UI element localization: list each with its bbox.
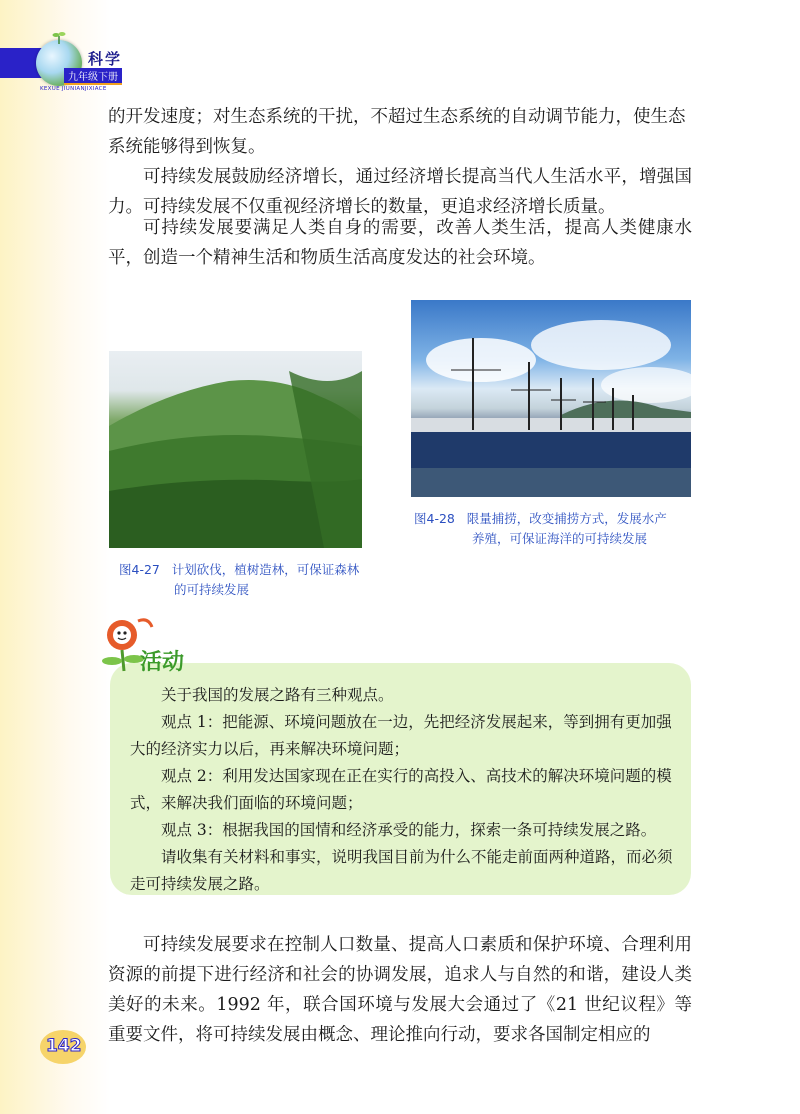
- page-number: 142: [46, 1036, 82, 1056]
- paragraph-4: 可持续发展要求在控制人口数量、提高人口素质和保护环境、合理利用资源的前提下进行经济和社会的协调发展，追求人与自然的和谐，建设人类美好的未来。1992 年，联合国环境与发展大会通过了《21 世纪议程》等重要文件，将可持续发展由概念、理论推向行动，要求各国制定相应的: [108, 935, 692, 1045]
- activity-title: 活动: [140, 650, 185, 675]
- paragraph-1: [108, 102, 692, 162]
- activity-task: 请收集有关材料和事实，说明我国目前为什么不能走前面两种道路，而必须走可持续发展之路。: [130, 848, 673, 893]
- activity-view-1: 观点 1：把能源、环境问题放在一边，先把经济发展起来，等到拥有更加强大的经济实力以后，再来解决环境问题；: [130, 713, 672, 758]
- book-subject: 科学: [88, 50, 123, 68]
- figure-4-27-line-1: 计划砍伐，植树造林，可保证森林: [171, 562, 360, 577]
- figure-4-28-line-1: 限量捕捞，改变捕捞方式，发展水产: [466, 511, 667, 526]
- paragraph-1-line-2: 系统能够得到恢复。: [108, 137, 266, 157]
- fishing-boats-photo: [411, 300, 691, 497]
- activity-intro: 关于我国的发展之路有三种观点。: [161, 686, 394, 704]
- book-grade: 九年级下册: [64, 68, 122, 85]
- figure-4-27-line-2: 的可持续发展: [174, 582, 250, 597]
- forest-photo: [109, 351, 362, 548]
- page-header: [0, 0, 800, 92]
- activity-view-3: 观点 3：根据我国的国情和经济承受的能力，探索一条可持续发展之路。: [161, 821, 657, 839]
- paragraph-2: 可持续发展鼓励经济增长，通过经济增长提高当代人生活水平，增强国力。可持续发展不仅重视经济增长的数量，更追求经济增长质量。: [108, 167, 692, 217]
- activity-view-2: 观点 2：利用发达国家现在正在实行的高投入、高技术的解决环境问题的模式，来解决我们面临的环境问题；: [130, 767, 672, 812]
- figure-4-28-caption: [414, 509, 667, 549]
- figure-4-27-label: 图4-27: [119, 562, 160, 577]
- book-pinyin: KEXUE JIUNIANJIXIACE: [40, 86, 107, 92]
- paragraph-1-line-1: 的开发速度；对生态系统的干扰，不超过生态系统的自动调节能力，使生态: [108, 107, 686, 127]
- figure-4-28-label: 图4-28: [414, 511, 455, 526]
- figure-4-27-caption: [119, 560, 359, 600]
- paragraph-3: 可持续发展要满足人类自身的需要，改善人类生活，提高人类健康水平，创造一个精神生活和物质生活高度发达的社会环境。: [108, 218, 692, 268]
- sprout-icon: [52, 30, 66, 44]
- figure-4-28-line-2: 养殖，可保证海洋的可持续发展: [472, 531, 648, 546]
